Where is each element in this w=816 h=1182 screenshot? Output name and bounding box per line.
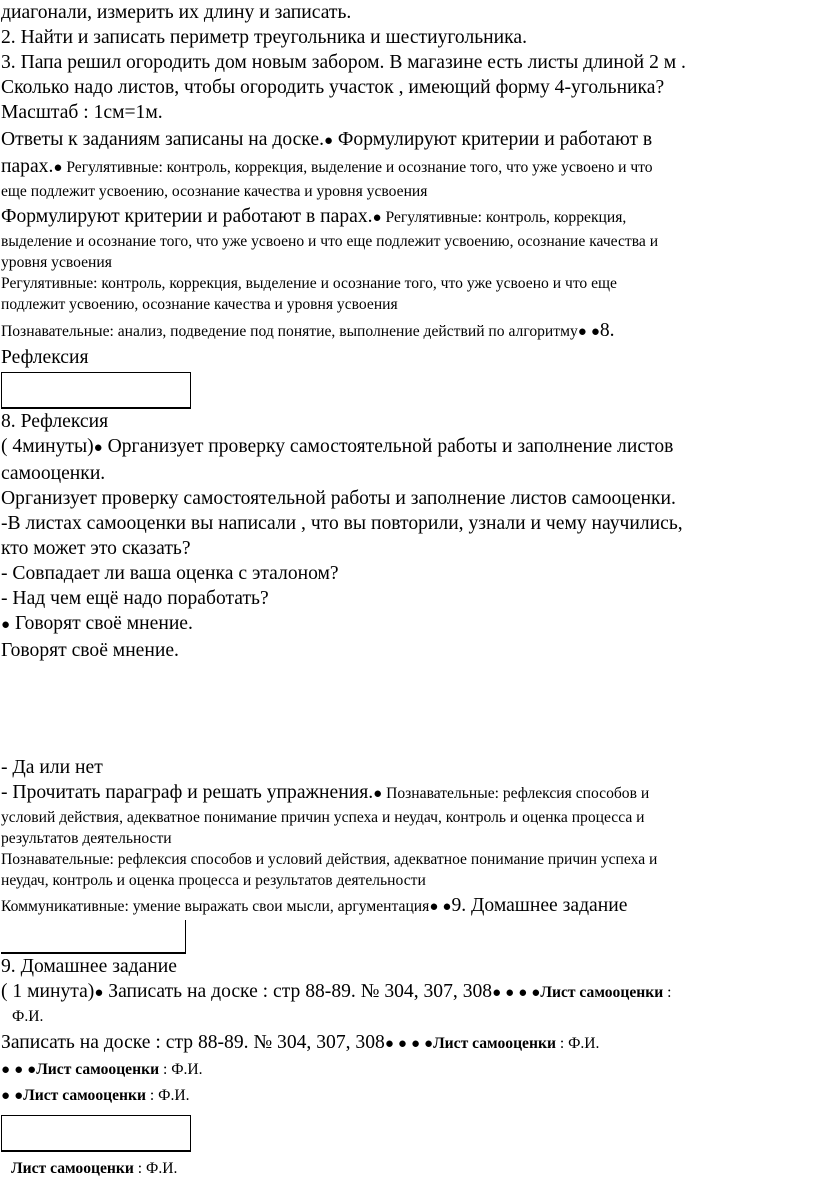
text-line: результатов деятельности xyxy=(1,830,172,847)
text-segment: Записать на доске : стр 88-89. № 304, 307, 308 xyxy=(1,1032,385,1053)
text-segment: : Ф.И. xyxy=(555,1035,600,1052)
text-segment: Организует проверку самостоятельной работы и заполнение листов xyxy=(102,436,674,457)
text-line xyxy=(1,1030,813,1057)
text-segment: Лист самооценки xyxy=(433,1035,556,1052)
bullet-icon: ● xyxy=(1,1062,11,1078)
text-segment: парах. xyxy=(1,156,54,177)
bullet-icon: ● xyxy=(1,617,11,633)
text-segment: Познавательные: рефлексия способов и xyxy=(382,785,650,802)
text-line: Организует проверку самостоятельной работы и заполнение листов самооценки. xyxy=(1,488,676,509)
text-segment: 8. xyxy=(599,320,615,341)
text-segment: Формулируют критерии и работают в xyxy=(333,129,653,150)
bullet-icon: ● xyxy=(531,985,541,1001)
text-line: Говорят своё мнение. xyxy=(1,640,179,661)
text-line: Ф.И. xyxy=(12,1008,44,1025)
bullet-icon: ● xyxy=(323,133,334,149)
bullet-icon: ● xyxy=(53,160,63,176)
text-segment: Записать на доске : стр 88-89. № 304, 307, 308 xyxy=(103,981,493,1002)
bullet-icon: ● xyxy=(93,440,103,456)
bullet-icon: ● xyxy=(429,899,439,915)
bullet-icon: ● xyxy=(27,1062,37,1078)
text-line: самооценки. xyxy=(1,463,106,484)
document-body xyxy=(1,0,813,1182)
text-line: уровня усвоения xyxy=(1,254,112,271)
text-line: Регулятивные: контроль, коррекция, выделение и осознание того, что уже усвоено и что еще xyxy=(1,275,617,292)
text-line: неудач, контроль и оценка процесса и результатов деятельности xyxy=(1,872,426,889)
text-line xyxy=(1,1156,813,1182)
text-line: кто может это сказать? xyxy=(1,538,191,559)
bullet-icon: ● xyxy=(397,1036,407,1052)
bullet-icon: ● xyxy=(492,985,502,1001)
empty-table-cell xyxy=(1,372,191,409)
text-line xyxy=(1,127,813,154)
text-segment: : Ф.И. xyxy=(146,1087,190,1104)
text-line xyxy=(1,979,813,1006)
bullet-icon: ● xyxy=(577,324,587,340)
blank-space xyxy=(1,663,813,755)
text-line: - Совпадает ли ваша оценка с эталоном? xyxy=(1,563,339,584)
empty-table-cell xyxy=(1,1115,191,1152)
bullet-icon: ● xyxy=(94,985,104,1001)
text-segment: Лист самооценки xyxy=(540,984,664,1001)
section-heading: 8. Рефлексия xyxy=(1,411,109,432)
task-2: 2. Найти и записать периметр треугольника и шестиугольника. xyxy=(1,27,527,48)
text-line xyxy=(1,318,813,345)
bullet-icon: ● xyxy=(14,1062,24,1078)
section-heading: 9. Домашнее задание xyxy=(1,956,177,977)
text-segment: Коммуникативные: умение выражать свои мысли, аргументация xyxy=(1,898,430,915)
text-segment: Лист самооценки xyxy=(11,1160,134,1177)
text-line: выделение и осознание того, что уже усвоено и что еще подлежит усвоению, осознание качества и xyxy=(1,233,659,250)
bullet-icon: ● xyxy=(372,210,382,226)
text-line xyxy=(1,611,813,638)
text-line: Познавательные: рефлексия способов и условий действия, адекватное понимание причин успеха и xyxy=(1,851,658,868)
bullet-icon: ● xyxy=(442,899,452,915)
text-line xyxy=(1,154,813,181)
text-line: -В листах самооценки вы написали , что вы повторили, узнали и чему научились, xyxy=(1,513,683,534)
bullet-icon: ● xyxy=(505,985,515,1001)
section-heading: Рефлексия xyxy=(1,347,89,368)
text-segment: ( 4минуты) xyxy=(1,436,94,457)
text-segment: Лист самооценки xyxy=(23,1087,146,1104)
text-line xyxy=(1,893,813,920)
text-segment: Лист самооценки xyxy=(36,1061,160,1078)
bullet-icon: ● xyxy=(1,1088,11,1104)
bullet-icon: ● xyxy=(590,324,600,340)
empty-table-cell xyxy=(1,920,186,954)
text-line: подлежит усвоению, осознание качества и уровня усвоения xyxy=(1,296,398,313)
text-segment: : xyxy=(663,984,672,1001)
text-line: - Над чем ещё надо поработать? xyxy=(1,588,269,609)
text-segment: Говорят своё мнение. xyxy=(10,613,193,634)
text-segment: Регулятивные: контроль, коррекция, выделение и осознание того, что уже усвоено и что xyxy=(62,159,653,176)
task-3: 3. Папа решил огородить дом новым забором. В магазине есть листы длиной 2 м . xyxy=(1,52,686,73)
text-line xyxy=(1,780,813,807)
text-line xyxy=(1,204,813,231)
text-segment: Ответы к заданиям записаны на доске. xyxy=(1,129,324,150)
text-line xyxy=(1,1083,813,1109)
text-segment: - Прочитать параграф и решать упражнения. xyxy=(1,782,374,803)
bullet-icon: ● xyxy=(424,1036,434,1052)
text-segment: ( 1 минута) xyxy=(1,981,95,1002)
bullet-icon: ● xyxy=(373,786,383,802)
text-segment: 9. Домашнее задание xyxy=(451,895,628,916)
text-line: Сколько надо листов, чтобы огородить участок , имеющий форму 4-угольника? xyxy=(1,77,665,98)
text-segment: Познавательные: анализ, подведение под понятие, выполнение действий по алгоритму xyxy=(1,323,578,340)
bullet-icon: ● xyxy=(14,1088,24,1104)
bullet-icon: ● xyxy=(410,1036,420,1052)
text-line: диагонали, измерить их длину и записать. xyxy=(1,2,352,23)
text-segment: : Ф.И. xyxy=(133,1160,178,1177)
scale-line: Масштаб : 1см=1м. xyxy=(1,102,163,123)
text-segment: Формулируют критерии и работают в парах. xyxy=(1,206,373,227)
text-segment: : Ф.И. xyxy=(159,1061,203,1078)
text-line: еще подлежит усвоению, осознание качества и уровня усвоения xyxy=(1,183,428,200)
bullet-icon: ● xyxy=(518,985,528,1001)
text-line xyxy=(1,434,813,461)
bullet-icon: ● xyxy=(384,1036,394,1052)
text-line xyxy=(1,1057,813,1083)
text-line: - Да или нет xyxy=(1,757,103,778)
text-line: условий действия, адекватное понимание причин успеха и неудач, контроль и оценка процесса и xyxy=(1,809,645,826)
text-segment: Регулятивные: контроль, коррекция, xyxy=(381,209,627,226)
